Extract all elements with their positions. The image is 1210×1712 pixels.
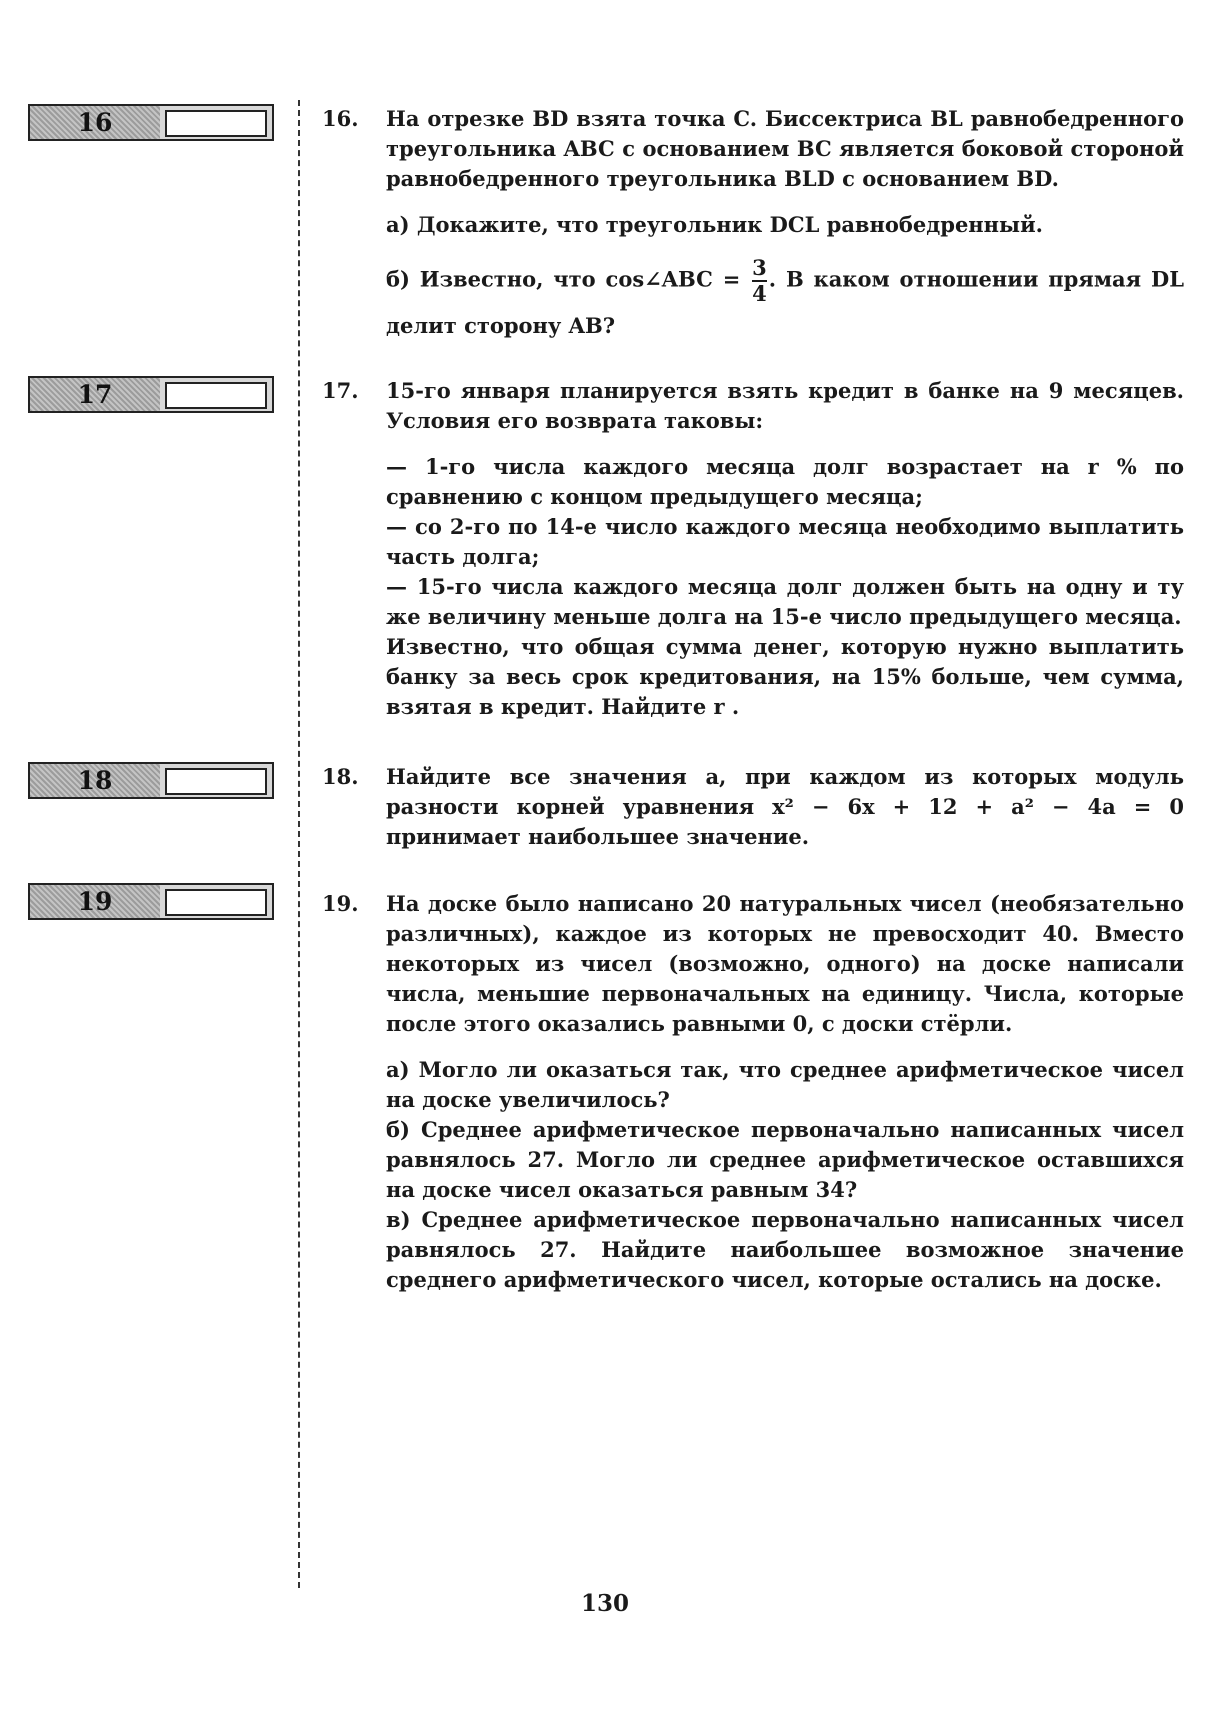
task-number: 16. bbox=[322, 106, 359, 131]
answer-field[interactable] bbox=[165, 110, 267, 137]
task-paragraph: Найдите все значения a, при каждом из которых модуль разности корней уравнения x² − 6x + 12 + a² − 4a = 0 принимает наибольшее значение. bbox=[386, 764, 1184, 849]
answer-box-19 bbox=[28, 883, 274, 920]
task-paragraph: — 15-го числа каждого месяца долг должен быть на одну и ту же величину меньше долга на 15-е число предыдущего месяца. bbox=[386, 574, 1184, 629]
page-number: 130 bbox=[580, 1590, 629, 1617]
task-paragraph: 15-го января планируется взять кредит в банке на 9 месяцев. Условия его возврата таковы: bbox=[386, 378, 1184, 433]
task-paragraph: Известно, что общая сумма денег, которую нужно выплатить банку за весь срок кредитования, на 15% больше, чем сумма, взятая в кредит. Найдите r . bbox=[386, 634, 1184, 719]
task-paragraph: — 1-го числа каждого месяца долг возрастает на r % по сравнению с концом предыдущего месяца; bbox=[386, 454, 1184, 509]
answer-box-number: 16 bbox=[30, 106, 160, 139]
part-b-rest: . В каком отношении прямая DL делит сторону AB? bbox=[386, 266, 1184, 338]
answer-box-number: 17 bbox=[30, 378, 160, 411]
task-part-b bbox=[386, 256, 1184, 346]
answer-box-17 bbox=[28, 376, 274, 413]
answer-box-number: 19 bbox=[30, 885, 160, 918]
task-paragraph: а) Докажите, что треугольник DCL равнобедренный. bbox=[386, 212, 1043, 237]
task-number: 17. bbox=[322, 378, 359, 403]
answer-box-number: 18 bbox=[30, 764, 160, 797]
task-paragraph: На отрезке BD взята точка C. Биссектриса BL равнобедренного треугольника ABC с основанием BC является боковой стороной равнобедренного треугольника BLD с основанием BD. bbox=[386, 106, 1184, 191]
cut-line bbox=[298, 100, 300, 1588]
part-b-lead: б) Известно, что cos∠ABC = bbox=[386, 266, 741, 292]
task-number: 19. bbox=[322, 891, 359, 916]
task-number: 18. bbox=[322, 764, 359, 789]
fraction bbox=[752, 256, 767, 306]
answer-field[interactable] bbox=[165, 768, 267, 795]
fraction-numerator: 3 bbox=[752, 255, 767, 280]
fraction-denominator: 4 bbox=[752, 281, 767, 306]
answer-box-16 bbox=[28, 104, 274, 141]
task-paragraph: — со 2-го по 14-е число каждого месяца необходимо выплатить часть долга; bbox=[386, 514, 1184, 569]
task-paragraph: На доске было написано 20 натуральных чисел (необязательно различных), каждое из которых не превосходит 40. Вместо некоторых из чисел (возможно, одного) на доске написали числа, меньшие первоначальных на единицу. Числа, которые после этого оказались равными 0, с доски стёрли. bbox=[386, 891, 1184, 1036]
answer-field[interactable] bbox=[165, 382, 267, 409]
answer-box-18 bbox=[28, 762, 274, 799]
task-paragraph: б) Среднее арифметическое первоначально написанных чисел равнялось 27. Могло ли среднее арифметическое оставшихся на доске чисел оказаться равным 34? bbox=[386, 1117, 1184, 1202]
task-paragraph: в) Среднее арифметическое первоначально написанных чисел равнялось 27. Найдите наибольшее возможное значение среднего арифметического чисел, которые остались на доске. bbox=[386, 1207, 1184, 1292]
task-paragraph: а) Могло ли оказаться так, что среднее арифметическое чисел на доске увеличилось? bbox=[386, 1057, 1184, 1112]
answer-field[interactable] bbox=[165, 889, 267, 916]
